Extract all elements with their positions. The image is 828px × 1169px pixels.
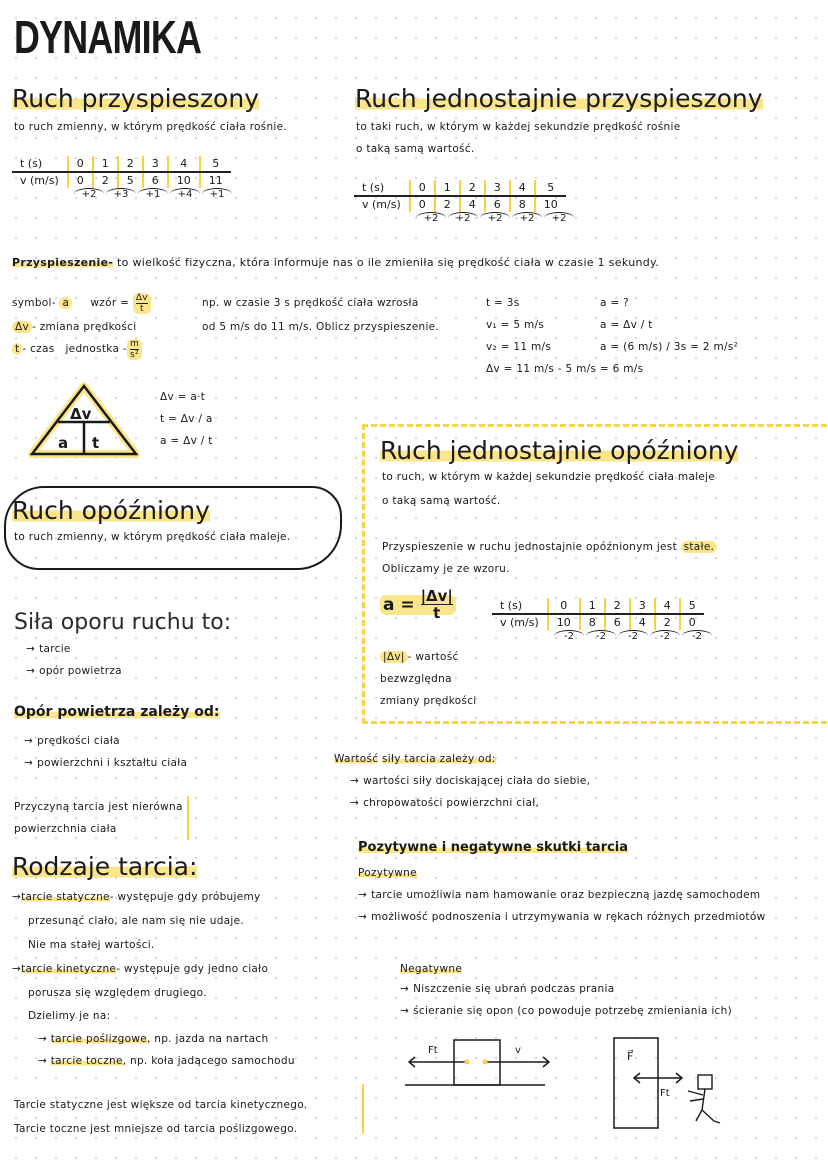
table-cell: 2	[93, 172, 118, 188]
desc: - wartość	[407, 651, 459, 663]
diff-label: +3	[106, 188, 136, 200]
triangle-top: Δv	[70, 405, 92, 423]
table-cell: 0	[410, 196, 435, 212]
table-cell: 3	[143, 156, 168, 172]
table-row	[492, 598, 704, 614]
diff-row	[12, 188, 234, 200]
heading-text: Ruch przyspieszony	[12, 84, 259, 113]
table-cell: 2	[655, 614, 680, 630]
row-label: v (m/s)	[492, 614, 548, 630]
desc: - występuje gdy próbujemy	[109, 891, 261, 903]
symbol: |Δv|	[380, 651, 408, 663]
ud-formula	[380, 588, 456, 621]
list-item	[486, 358, 643, 380]
resistance-list	[26, 638, 122, 682]
diff-row	[492, 630, 714, 642]
ud-const2: Obliczamy je ze wzoru.	[382, 563, 510, 575]
list-item	[600, 336, 738, 358]
arrow-icon: →	[24, 735, 34, 747]
table-cell: 4	[510, 180, 535, 196]
kinetic-line1	[12, 958, 268, 980]
label: Pozytywne	[358, 867, 417, 879]
diff-label: +2	[416, 212, 446, 224]
heading-accelerated	[12, 84, 259, 113]
num: |Δv|	[420, 587, 453, 605]
list-item-text: możliwość podnoszenia i utrzymywania w rękach różnych przedmiotów	[371, 911, 766, 923]
row-label: t (s)	[12, 156, 68, 172]
heading-air	[14, 704, 220, 720]
heading-text: Rodzaje tarcia:	[12, 852, 198, 881]
ud-const1	[382, 536, 717, 558]
list-item-text: Niszczenie się ubrań podczas prania	[413, 983, 615, 995]
list-item-text: tarcie umożliwia nam hamowanie oraz bezpieczną jazdę samochodem	[371, 889, 761, 901]
table-cell: 10	[548, 614, 580, 630]
list-item	[14, 818, 183, 840]
highlight: stałe.	[681, 541, 718, 553]
example-line2: od 5 m/s do 11 m/s. Oblicz przyspieszenie.	[202, 321, 440, 333]
desc: - zmiana prędkości	[32, 321, 137, 333]
static-line1	[12, 886, 261, 908]
heading-resistance: Siła oporu ruchu to:	[14, 610, 232, 635]
value-table	[354, 180, 566, 212]
list-item	[26, 638, 122, 660]
list-item-text: v₁ = 5 m/s	[486, 319, 545, 331]
lhs: a =	[383, 594, 415, 615]
formula	[380, 587, 456, 622]
table-cell: 2	[435, 196, 460, 212]
fraction	[421, 588, 453, 621]
t-line	[12, 338, 142, 360]
table-cell: 5	[118, 172, 143, 188]
table-cell: 1	[580, 598, 605, 614]
num: m	[129, 338, 140, 349]
list-item-text: opór powietrza	[39, 665, 122, 677]
arrow-icon: →	[350, 797, 360, 809]
heading-text: Opór powietrza zależy od:	[14, 704, 220, 720]
diff-label: +2	[448, 212, 478, 224]
arrow-icon: →	[26, 665, 36, 677]
term: tarcie toczne	[50, 1055, 123, 1067]
block-diagram	[405, 1035, 555, 1090]
positive-list	[358, 884, 765, 928]
list-item	[350, 792, 590, 814]
list-item	[358, 906, 765, 928]
arrow-icon: →	[358, 911, 368, 923]
den: t	[139, 303, 144, 314]
rolling-line	[38, 1050, 295, 1072]
table-cell: 10	[543, 198, 558, 211]
sliding-line	[38, 1028, 268, 1050]
uniform-accelerated-desc2: o taką samą wartość.	[356, 143, 475, 155]
desc: , np. jazda na nartach	[147, 1033, 269, 1045]
num: Δv	[135, 292, 148, 303]
table-cell: 8	[510, 196, 535, 212]
summary2: Tarcie toczne jest mniejsze od tarcia poślizgowego.	[14, 1123, 298, 1135]
table-cell: 0	[548, 598, 580, 614]
formula	[133, 293, 151, 314]
table-cell: 2	[605, 598, 630, 614]
row-label: t (s)	[354, 180, 410, 196]
value-table	[492, 598, 704, 630]
effects-heading	[358, 840, 628, 855]
term: Przyspieszenie-	[12, 256, 114, 269]
list-item	[24, 752, 187, 774]
table-row	[12, 172, 231, 188]
table-cell: 4	[168, 156, 200, 172]
desc: - występuje gdy jedno ciało	[116, 963, 269, 975]
arrow-icon: →	[358, 889, 368, 901]
table-cell: 2	[460, 180, 485, 196]
list-item	[400, 978, 732, 1000]
diff-label: -2	[650, 630, 680, 642]
diff-label: -2	[618, 630, 648, 642]
label: symbol-	[12, 297, 56, 309]
arrow-icon: →	[38, 1033, 48, 1045]
list-item	[14, 796, 183, 818]
list-item-text: a = Δv / t	[600, 319, 653, 331]
definition: to wielkość fizyczna, która informuje nas o ile zmieniła się prędkość ciała w czasie 1 sekundy.	[117, 256, 660, 269]
table-cell: 4	[460, 196, 485, 212]
triangle-right: t	[92, 434, 100, 452]
label: wzór =	[90, 297, 130, 309]
desc: - czas	[22, 343, 55, 355]
page-title: DYNAMIKA	[14, 11, 202, 63]
diff-label: +4	[170, 188, 200, 200]
table-cell: 2	[118, 156, 143, 172]
table-row	[492, 614, 704, 630]
arrow-icon: →	[350, 775, 360, 787]
list-item-text: tarcie	[39, 643, 71, 655]
table-accelerated	[12, 156, 234, 200]
diff-label: +2	[544, 212, 574, 224]
table-uniform-decelerated	[492, 598, 714, 642]
uniform-accelerated-desc1: to taki ruch, w którym w każdej sekundzie prędkość rośnie	[356, 121, 681, 133]
table-cell: 0	[688, 616, 696, 629]
list-item-text: powierzchni i kształtu ciała	[37, 757, 188, 769]
abs-line3: zmiany prędkości	[380, 695, 477, 707]
term: tarcie poślizgowe	[50, 1033, 148, 1045]
triangle-left: a	[58, 434, 69, 452]
kinetic-line3: Dzielimy je na:	[28, 1010, 111, 1022]
list-item-text: a = (6 m/s) / 3s = 2 m/s²	[600, 341, 739, 353]
friction-value-list	[350, 770, 590, 814]
list-item-text: prędkości ciała	[37, 735, 120, 747]
list-item	[350, 770, 590, 792]
symbol-line	[12, 292, 151, 314]
arrow-icon: →	[12, 963, 22, 975]
example-line1: np. w czasie 3 s prędkość ciała wzrosła	[202, 297, 419, 309]
table-cell: 5	[680, 598, 704, 614]
table-cell: 0	[68, 172, 93, 188]
list-item-text: v₂ = 11 m/s	[486, 341, 552, 353]
row-label: t (s)	[492, 598, 548, 614]
negative-label	[400, 958, 462, 980]
row-label: v (m/s)	[12, 172, 68, 188]
table-cell: 4	[630, 614, 655, 630]
heading-text: Ruch jednostajnie przyspieszony	[355, 84, 763, 113]
list-item	[600, 292, 738, 314]
table-cell: 6	[485, 196, 510, 212]
table-cell: 3	[485, 180, 510, 196]
table-uniform-accelerated	[354, 180, 576, 224]
symbol: t	[12, 343, 22, 355]
diff-label: -2	[586, 630, 616, 642]
heading-uniform-decelerated	[380, 436, 738, 465]
list-item-text: Δv = 11 m/s - 5 m/s = 6 m/s	[486, 363, 644, 375]
list-item	[160, 386, 213, 408]
friction-value-heading	[334, 748, 496, 770]
symbol: a	[59, 297, 72, 309]
ft-label: Ft	[428, 1045, 438, 1056]
positive-label	[358, 862, 417, 884]
symbol: Δv	[12, 321, 32, 333]
text: Wartość	[334, 753, 379, 765]
diff-label: +2	[480, 212, 510, 224]
summary1: Tarcie statyczne jest większe od tarcia kinetycznego.	[14, 1099, 308, 1111]
ud-desc1: to ruch, w którym w każdej sekundzie prędkość ciała maleje	[382, 471, 716, 483]
table-cell: 4	[655, 598, 680, 614]
list-item-text: a = ?	[600, 297, 629, 309]
den: s²	[130, 349, 139, 360]
solution-list	[600, 292, 738, 358]
list-item-text: wartości siły dociskającej ciała do siebie,	[363, 775, 591, 787]
arrow-icon: →	[24, 757, 34, 769]
list-item	[160, 408, 213, 430]
heading-friction-types	[12, 852, 197, 881]
kinetic-line2: porusza się względem drugiego.	[28, 987, 207, 999]
triangle-formulas	[160, 386, 213, 452]
list-item-text: Przyczyną tarcia jest nierówna	[14, 801, 183, 813]
list-item-text: powierzchnia ciała	[14, 823, 117, 835]
table-cell: 11	[208, 174, 223, 187]
label: Negatywne	[400, 963, 463, 975]
table-cell: 0	[68, 156, 93, 172]
table-row	[12, 156, 231, 172]
stick-figure-icon	[688, 1075, 720, 1123]
desc: , np. koła jadącego samochodu	[122, 1055, 295, 1067]
label: jednostka -	[65, 343, 127, 355]
diff-label: -2	[682, 630, 712, 642]
ft2-label: Ft	[660, 1088, 670, 1099]
diff-label: +2	[74, 188, 104, 200]
list-item	[358, 884, 765, 906]
ud-desc2: o taką samą wartość.	[382, 495, 501, 507]
table-cell: 0	[410, 180, 435, 196]
table-cell: 8	[580, 614, 605, 630]
list-item	[600, 314, 738, 336]
accelerated-desc: to ruch zmienny, w którym prędkość ciała rośnie.	[14, 121, 288, 133]
diff-label: +1	[138, 188, 168, 200]
v-label: v	[515, 1045, 521, 1056]
acceleration-definition	[12, 252, 659, 274]
table-cell: 1	[435, 180, 460, 196]
heading-decelerated	[12, 496, 210, 525]
table-cell: 10	[168, 172, 200, 188]
list-item-text: chropowatości powierzchni ciał,	[363, 797, 540, 809]
unit	[127, 339, 142, 360]
table-cell: 5	[535, 180, 566, 196]
list-item-text: t = Δv / a	[160, 413, 213, 425]
table-cell: 6	[605, 614, 630, 630]
air-list	[24, 730, 187, 774]
list-item-text: a = Δv / t	[160, 435, 213, 447]
list-item-text: ścieranie się opon (co powoduje potrzebę zmieniania ich)	[413, 1005, 732, 1017]
list-item	[26, 660, 122, 682]
list-item-text: t = 3s	[486, 297, 520, 309]
list-item	[24, 730, 187, 752]
diff-label: +1	[202, 188, 232, 200]
table-cell: 6	[143, 172, 168, 188]
list-item	[160, 430, 213, 452]
summary-bar	[362, 1084, 364, 1134]
arrow-icon: →	[400, 983, 410, 995]
table-cell: 5	[200, 156, 231, 172]
diff-label: -2	[554, 630, 584, 642]
value-table	[12, 156, 231, 188]
diff-label: +2	[512, 212, 542, 224]
decelerated-desc: to ruch zmienny, w którym prędkość ciała maleje.	[14, 531, 291, 543]
arrow-icon: →	[12, 891, 22, 903]
abs-line2: bezwzględna	[380, 673, 452, 685]
table-row	[354, 180, 566, 196]
row-label: v (m/s)	[354, 196, 410, 212]
heading-text: Pozytywne i negatywne skutki tarcia	[358, 840, 629, 855]
arrow-icon: →	[26, 643, 36, 655]
diff-row	[354, 212, 576, 224]
static-line2: przesunąć ciało, ale nam się nie udaje.	[28, 915, 245, 927]
arrow-icon: →	[400, 1005, 410, 1017]
abs-line1	[380, 646, 459, 668]
cause	[14, 796, 189, 840]
table-cell: 1	[93, 156, 118, 172]
heading-text: Ruch opóźniony	[12, 496, 210, 525]
text: siły tarcia zależy od:	[382, 753, 496, 765]
dv-line	[12, 316, 136, 338]
heading-text: Ruch jednostajnie opóźniony	[380, 436, 739, 465]
static-line3: Nie ma stałej wartości.	[28, 939, 155, 951]
arrow-icon: →	[38, 1055, 48, 1067]
den: t	[433, 604, 441, 622]
f-label: F⃗	[627, 1050, 634, 1063]
text: Przyspieszenie w ruchu jednostajnie opóźnionym jest	[382, 541, 677, 553]
term: tarcie kinetyczne	[21, 963, 117, 975]
table-row	[354, 196, 566, 212]
term: tarcie statyczne	[21, 891, 110, 903]
table-cell: 3	[630, 598, 655, 614]
list-item	[400, 1000, 732, 1022]
heading-uniform-accelerated	[355, 84, 763, 113]
negative-list	[400, 978, 732, 1022]
list-item-text: Δv = a·t	[160, 391, 206, 403]
